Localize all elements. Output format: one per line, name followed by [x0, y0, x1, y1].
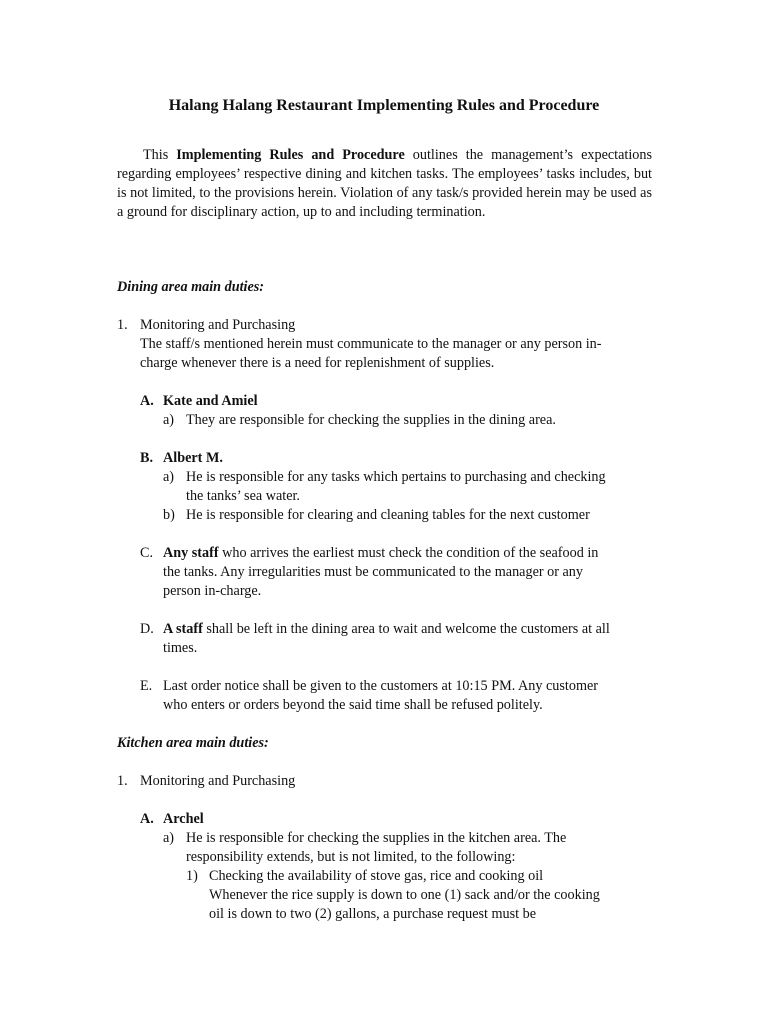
kitchen-a-a-line: responsibility extends, but is not limited, to the following: — [186, 849, 516, 865]
kitchen-a-a-line: He is responsible for checking the supplies in the kitchen area. The — [186, 830, 567, 846]
dining-c-text: who arrives the earliest must check the condition of the seafood in — [222, 545, 599, 561]
dining-d-line2: times. — [163, 640, 198, 656]
dining-d-letter: D. — [140, 621, 154, 637]
dining-item-number: 1. — [117, 317, 128, 333]
document-title: Halang Halang Restaurant Implementing Rules and Procedure — [168, 97, 600, 114]
dining-section-heading: Dining area main duties: — [117, 279, 265, 295]
dining-c-letter: C. — [140, 545, 154, 561]
dining-d-text: shall be left in the dining area to wait and welcome the customers at all — [206, 621, 610, 637]
kitchen-a-sub1-line: Checking the availability of stove gas, rice and cooking oil — [209, 868, 544, 884]
dining-a-a-marker: a) — [163, 412, 175, 428]
dining-e-line2: who enters or orders beyond the said time shall be refused politely. — [163, 697, 543, 713]
dining-item-title: Monitoring and Purchasing — [140, 317, 296, 333]
kitchen-section-heading: Kitchen area main duties: — [117, 735, 269, 751]
dining-b-letter: B. — [140, 450, 154, 466]
dining-c-bold: Any staff — [163, 545, 219, 561]
dining-b-a-line: the tanks’ sea water. — [186, 488, 300, 504]
dining-b-a-line: He is responsible for any tasks which pertains to purchasing and checking — [186, 469, 606, 485]
dining-c-line2: the tanks. Any irregularities must be communicated to the manager or any — [163, 564, 583, 580]
dining-b-b-marker: b) — [163, 507, 175, 523]
dining-b-b-text: He is responsible for clearing and cleaning tables for the next customer — [186, 507, 590, 523]
dining-d-bold: A staff — [163, 621, 203, 637]
kitchen-a-sub1-marker: 1) — [186, 868, 198, 884]
dining-c-line3: person in-charge. — [163, 583, 262, 599]
intro-paragraph — [117, 146, 652, 222]
kitchen-a-sub1-line: oil is down to two (2) gallons, a purchase request must be — [209, 906, 537, 922]
dining-b-name: Albert M. — [163, 450, 223, 466]
dining-item-line: The staff/s mentioned herein must communicate to the manager or any person in- — [140, 336, 602, 352]
kitchen-a-a-marker: a) — [163, 830, 175, 846]
dining-c-line1 — [163, 544, 653, 563]
dining-a-letter: A. — [140, 393, 154, 409]
dining-b-a-marker: a) — [163, 469, 175, 485]
kitchen-a-sub1-line: Whenever the rice supply is down to one (1) sack and/or the cooking — [209, 887, 600, 903]
intro-bold-phrase: Implementing Rules and Procedure — [176, 147, 405, 163]
kitchen-a-letter: A. — [140, 811, 154, 827]
dining-e-letter: E. — [140, 678, 153, 694]
dining-a-name: Kate and Amiel — [163, 393, 258, 409]
dining-e-line1: Last order notice shall be given to the customers at 10:15 PM. Any customer — [163, 678, 598, 694]
dining-item-line: charge whenever there is a need for replenishment of supplies. — [140, 355, 495, 371]
intro-rest: outlines the management’s expectations regarding employees’ respective dining and kitchen tasks. The employees’ tasks includes, but is not limited, to the provisions herein. Violation of any task/s provided herein may be used as a ground for disciplinary action, up to and including termination. — [117, 147, 652, 220]
kitchen-a-name: Archel — [163, 811, 204, 827]
intro-lead: This — [143, 147, 169, 163]
kitchen-item-title: Monitoring and Purchasing — [140, 773, 296, 789]
dining-d-line1 — [163, 620, 653, 639]
kitchen-item-number: 1. — [117, 773, 128, 789]
dining-a-a-text: They are responsible for checking the supplies in the dining area. — [186, 412, 556, 428]
